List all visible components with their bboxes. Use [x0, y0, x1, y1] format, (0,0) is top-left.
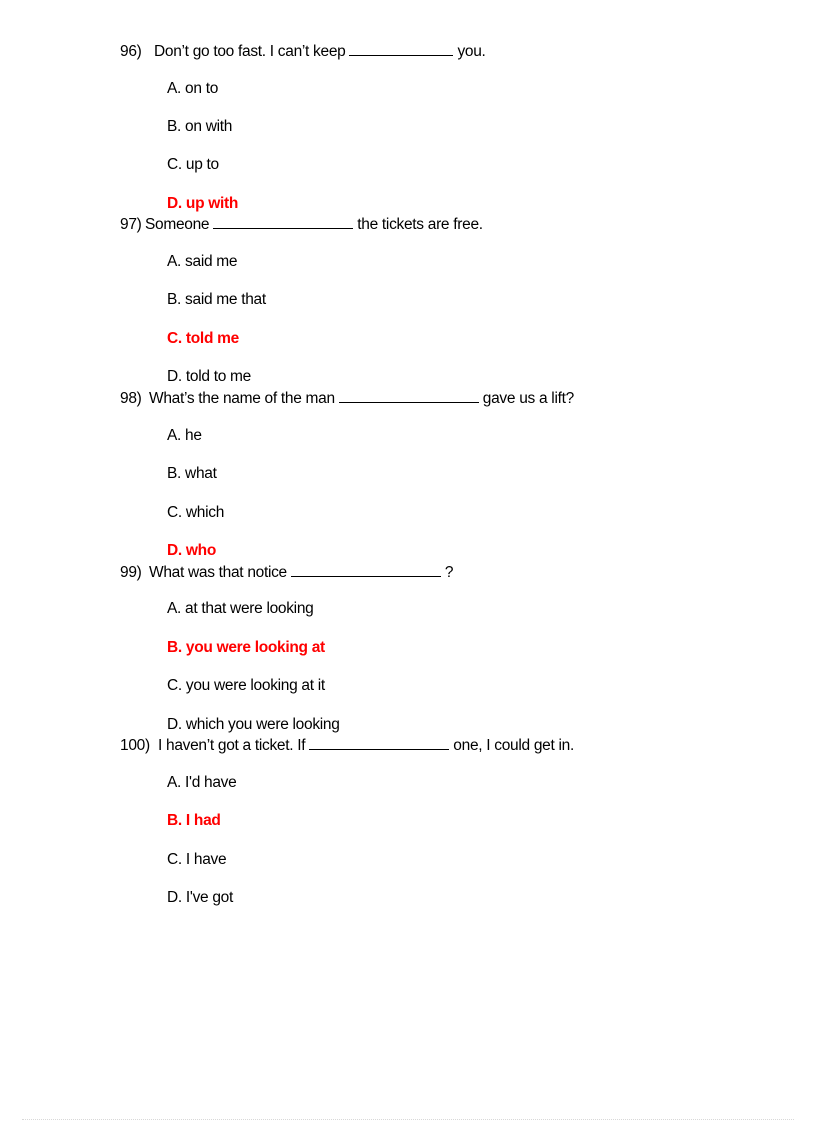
question-text-after: ? [444, 564, 454, 581]
option-97-d: D. told to me [167, 368, 251, 385]
question-97 [120, 213, 483, 235]
option-99-a: A. at that were looking [167, 600, 314, 617]
option-100-d: D. I've got [167, 889, 233, 906]
option-98-c: C. which [167, 504, 225, 521]
question-text-after: gave us a lift? [482, 390, 574, 407]
option-98-d-correct: D. who [167, 542, 216, 559]
question-96 [120, 40, 486, 62]
question-number: 97) [120, 216, 142, 233]
option-99-c: C. you were looking at it [167, 677, 325, 694]
option-98-b: B. what [167, 465, 217, 482]
option-100-b-correct: B. I had [167, 812, 221, 829]
option-96-a: A. on to [167, 80, 219, 97]
option-97-b: B. said me that [167, 291, 266, 308]
option-97-c-correct: C. told me [167, 330, 239, 347]
question-number: 98) [120, 390, 142, 407]
question-99 [120, 561, 453, 583]
question-text-before: What’s the name of the man [149, 390, 335, 407]
option-97-a: A. said me [167, 253, 238, 270]
question-text-before: I haven’t got a ticket. If [158, 737, 306, 754]
option-96-b: B. on with [167, 118, 233, 135]
question-number: 99) [120, 564, 142, 581]
answer-blank [213, 213, 353, 229]
question-text-before: What was that notice [149, 564, 287, 581]
option-99-d: D. which you were looking [167, 716, 340, 733]
question-text-after: you. [457, 43, 486, 60]
answer-blank [309, 734, 449, 750]
option-100-a: A. I'd have [167, 774, 237, 791]
option-96-c: C. up to [167, 156, 219, 173]
question-text-after: the tickets are free. [357, 216, 483, 233]
page-bottom-divider [22, 1119, 794, 1120]
option-100-c: C. I have [167, 851, 227, 868]
option-99-b-correct: B. you were looking at [167, 639, 325, 656]
option-96-d-correct: D. up with [167, 195, 239, 212]
question-text-before: Someone [145, 216, 210, 233]
question-number: 100) [120, 737, 150, 754]
answer-blank [291, 561, 441, 577]
answer-blank [349, 40, 453, 56]
option-98-a: A. he [167, 427, 202, 444]
question-text-after: one, I could get in. [453, 737, 574, 754]
answer-blank [339, 387, 479, 403]
question-number: 96) [120, 43, 142, 60]
question-text-before: Don’t go too fast. I can’t keep [154, 43, 346, 60]
question-98 [120, 387, 574, 409]
question-100 [120, 734, 574, 756]
